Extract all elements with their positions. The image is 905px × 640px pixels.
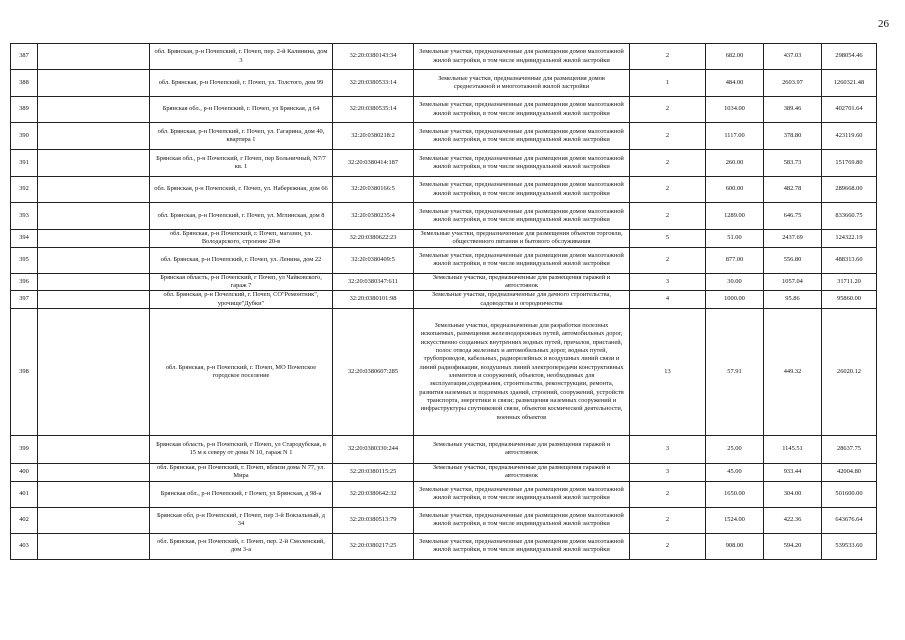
spacer-cell <box>38 44 150 70</box>
table-row <box>11 247 877 273</box>
land-use-purpose-cell: Земельные участки, предназначенные для размещения домов малоэтажной жилой застройки, в том числе индивидуальной жилой застройки <box>414 44 630 70</box>
specific-value-cell: 95.86 <box>764 291 822 309</box>
area-cell: 51.00 <box>706 230 764 248</box>
spacer-cell <box>38 70 150 97</box>
cadastral-value-cell: 31711.20 <box>822 273 877 291</box>
table-row <box>11 463 877 481</box>
group-number-cell: 2 <box>630 507 706 533</box>
table-row <box>11 123 877 150</box>
cadastral-value-cell: 42004.80 <box>822 463 877 481</box>
cadastral-number-cell: 32:20:0380513:79 <box>333 507 414 533</box>
area-cell: 1117.00 <box>706 123 764 150</box>
specific-value-cell: 389.46 <box>764 97 822 123</box>
group-number-cell: 3 <box>630 463 706 481</box>
area-cell: 1000.00 <box>706 291 764 309</box>
land-use-purpose-cell: Земельные участки, предназначенные для размещения гаражей и автостоянок <box>414 463 630 481</box>
land-use-purpose-cell: Земельные участки, предназначенные для размещения домов среднеэтажной и многоэтажной жилой застройки <box>414 70 630 97</box>
cadastral-value-cell: 298054.46 <box>822 44 877 70</box>
group-number-cell: 2 <box>630 177 706 203</box>
cadastral-value-cell: 423119.60 <box>822 123 877 150</box>
land-use-purpose-cell: Земельные участки, предназначенные для разработки полезных ископаемых, размещения железнодорожных путей, автомобильных дорог, искусственно созданных внутренних водных путей, причалов, пристаней, полос отвода железных и автомобильных дорог, водных путей, трубопроводов, кабельных, радиорелейных и воздушных линий связи и линий радиофикации, воздушных линий электропередачи конструктивных элементов и сооружений, объектов, необходимых для эксплуатации,содержания, строительства, реконструкции, ремонта, развития наземных и подземных зданий, строений, сооружений, устройств транспорта, энергетики и связи; размещения наземных сооружений и инфраструктуры спутниковой связи, объектов космической деятельности, военных объектов <box>414 308 630 435</box>
address-cell: обл. Брянская, р-н Почепский, г. Почеп, пер. 2-й Смоленский, дом 3-а <box>150 533 333 559</box>
cadastral-number-cell: 32:20:0380409:5 <box>333 247 414 273</box>
address-cell: обл. Брянская, р-н Почепский, г. Почеп, ул. Мглинская, дом 8 <box>150 203 333 230</box>
table-row <box>11 481 877 507</box>
row-number-cell: 387 <box>11 44 38 70</box>
group-number-cell: 2 <box>630 123 706 150</box>
row-number-cell: 400 <box>11 463 38 481</box>
area-cell: 908.00 <box>706 533 764 559</box>
row-number-cell: 389 <box>11 97 38 123</box>
land-registry-table <box>10 43 877 560</box>
cadastral-number-cell: 32:20:0380115:25 <box>333 463 414 481</box>
group-number-cell: 2 <box>630 44 706 70</box>
row-number-cell: 390 <box>11 123 38 150</box>
area-cell: 45.00 <box>706 463 764 481</box>
land-use-purpose-cell: Земельные участки, предназначенные для размещения домов малоэтажной жилой застройки, в том числе индивидуальной жилой застройки <box>414 507 630 533</box>
cadastral-number-cell: 32:20:0380143:34 <box>333 44 414 70</box>
specific-value-cell: 422.36 <box>764 507 822 533</box>
cadastral-value-cell: 501600.00 <box>822 481 877 507</box>
group-number-cell: 2 <box>630 481 706 507</box>
specific-value-cell: 378.80 <box>764 123 822 150</box>
spacer-cell <box>38 481 150 507</box>
row-number-cell: 401 <box>11 481 38 507</box>
page-number: 26 <box>878 18 889 30</box>
cadastral-value-cell: 539533.60 <box>822 533 877 559</box>
address-cell: обл. Брянская, р-н Почепский, г. Почеп, вблизи дома N 77, ул. Мира <box>150 463 333 481</box>
table-row <box>11 533 877 559</box>
address-cell: обл. Брянская, р-н Почепский, г. Почеп, ул. Набережная, дом 66 <box>150 177 333 203</box>
spacer-cell <box>38 533 150 559</box>
address-cell: Брянская область, р-н Почепский, г Почеп, ул Чайковского, гараж 7 <box>150 273 333 291</box>
land-use-purpose-cell: Земельные участки, предназначенные для размещения домов малоэтажной жилой застройки, в том числе индивидуальной жилой застройки <box>414 203 630 230</box>
cadastral-number-cell: 32:20:0380101:98 <box>333 291 414 309</box>
cadastral-value-cell: 1260321.48 <box>822 70 877 97</box>
spacer-cell <box>38 247 150 273</box>
cadastral-value-cell: 151769.80 <box>822 150 877 177</box>
address-cell: Брянская обл, р-н Почепский, г Почеп, пер 3-й Вокзальный, д 34 <box>150 507 333 533</box>
group-number-cell: 13 <box>630 308 706 435</box>
land-use-purpose-cell: Земельные участки, предназначенные для размещения домов малоэтажной жилой застройки, в том числе индивидуальной жилой застройки <box>414 177 630 203</box>
spacer-cell <box>38 150 150 177</box>
cadastral-value-cell: 402701.64 <box>822 97 877 123</box>
area-cell: 1034.00 <box>706 97 764 123</box>
land-use-purpose-cell: Земельные участки, предназначенные для размещения домов малоэтажной жилой застройки, в том числе индивидуальной жилой застройки <box>414 150 630 177</box>
address-cell: Брянская обл., р-н Почепский, г Почеп, пер Больничный, N7/7 кв. 1 <box>150 150 333 177</box>
table-row <box>11 435 877 463</box>
area-cell: 877.00 <box>706 247 764 273</box>
cadastral-number-cell: 32:20:0380642:32 <box>333 481 414 507</box>
spacer-cell <box>38 291 150 309</box>
table-row <box>11 203 877 230</box>
cadastral-number-cell: 32:20:0380622:23 <box>333 230 414 248</box>
address-cell: обл. Брянская, р-н Почепский, г. Почеп, ул. Ленина, дом 22 <box>150 247 333 273</box>
row-number-cell: 398 <box>11 308 38 435</box>
cadastral-number-cell: 32:20:0380535:14 <box>333 97 414 123</box>
specific-value-cell: 2603.97 <box>764 70 822 97</box>
address-cell: обл. Брянская, р-н Почепский, г. Почеп, МО Почепское городское поселение <box>150 308 333 435</box>
land-use-purpose-cell: Земельные участки, предназначенные для размещения объектов торговли, общественного питания и бытового обслуживания <box>414 230 630 248</box>
table-row <box>11 507 877 533</box>
specific-value-cell: 594.20 <box>764 533 822 559</box>
row-number-cell: 397 <box>11 291 38 309</box>
address-cell: Брянская обл., р-н Почепский, г. Почеп, ул Брянская, д 64 <box>150 97 333 123</box>
spacer-cell <box>38 308 150 435</box>
land-use-purpose-cell: Земельные участки, предназначенные для размещения домов малоэтажной жилой застройки, в том числе индивидуальной жилой застройки <box>414 481 630 507</box>
specific-value-cell: 449.32 <box>764 308 822 435</box>
cadastral-number-cell: 32:20:0380533:14 <box>333 70 414 97</box>
cadastral-value-cell: 289668.00 <box>822 177 877 203</box>
spacer-cell <box>38 123 150 150</box>
area-cell: 1650.00 <box>706 481 764 507</box>
spacer-cell <box>38 273 150 291</box>
group-number-cell: 2 <box>630 533 706 559</box>
row-number-cell: 392 <box>11 177 38 203</box>
table-row <box>11 44 877 70</box>
specific-value-cell: 583.73 <box>764 150 822 177</box>
cadastral-value-cell: 26020.12 <box>822 308 877 435</box>
group-number-cell: 2 <box>630 247 706 273</box>
spacer-cell <box>38 463 150 481</box>
land-use-purpose-cell: Земельные участки, предназначенные для размещения домов малоэтажной жилой застройки, в том числе индивидуальной жилой застройки <box>414 533 630 559</box>
land-use-purpose-cell: Земельные участки, предназначенные для размещения гаражей и автостоянок <box>414 273 630 291</box>
specific-value-cell: 304.00 <box>764 481 822 507</box>
cadastral-number-cell: 32:20:0380607:285 <box>333 308 414 435</box>
row-number-cell: 395 <box>11 247 38 273</box>
row-number-cell: 403 <box>11 533 38 559</box>
table-row <box>11 177 877 203</box>
area-cell: 57.91 <box>706 308 764 435</box>
spacer-cell <box>38 177 150 203</box>
address-cell: Брянская область, р-н Почепский, г Почеп, ул Стародубская, в 15 м к северу от дома N 10, гараж N 1 <box>150 435 333 463</box>
address-cell: обл. Брянская, р-н Почепский, г. Почеп, ул. Гагарина, дом 40, квартира 1 <box>150 123 333 150</box>
area-cell: 25.00 <box>706 435 764 463</box>
row-number-cell: 394 <box>11 230 38 248</box>
spacer-cell <box>38 230 150 248</box>
address-cell: обл. Брянская, р-н Почепский, г. Почеп, магазин, ул. Володарского, строение 20-в <box>150 230 333 248</box>
row-number-cell: 396 <box>11 273 38 291</box>
land-use-purpose-cell: Земельные участки, предназначенные для размещения домов малоэтажной жилой застройки, в том числе индивидуальной жилой застройки <box>414 97 630 123</box>
table-body <box>11 44 877 560</box>
row-number-cell: 402 <box>11 507 38 533</box>
spacer-cell <box>38 435 150 463</box>
table-row <box>11 291 877 309</box>
area-cell: 260.00 <box>706 150 764 177</box>
row-number-cell: 388 <box>11 70 38 97</box>
spacer-cell <box>38 203 150 230</box>
specific-value-cell: 646.75 <box>764 203 822 230</box>
area-cell: 484.00 <box>706 70 764 97</box>
table-row <box>11 273 877 291</box>
spacer-cell <box>38 507 150 533</box>
area-cell: 30.00 <box>706 273 764 291</box>
land-use-purpose-cell: Земельные участки, предназначенные для размещения гаражей и автостоянок <box>414 435 630 463</box>
cadastral-value-cell: 488313.60 <box>822 247 877 273</box>
address-cell: обл. Брянская, р-н Почепский, г. Почеп, СО"Ремонтник", урочище"Дубки" <box>150 291 333 309</box>
cadastral-value-cell: 833660.75 <box>822 203 877 230</box>
group-number-cell: 2 <box>630 150 706 177</box>
group-number-cell: 2 <box>630 203 706 230</box>
cadastral-value-cell: 643676.64 <box>822 507 877 533</box>
specific-value-cell: 482.78 <box>764 177 822 203</box>
table-row <box>11 308 877 435</box>
address-cell: обл. Брянская, р-н Почепский, г. Почеп, ул. Толстого, дом 99 <box>150 70 333 97</box>
table-row <box>11 230 877 248</box>
group-number-cell: 5 <box>630 230 706 248</box>
address-cell: Брянская обл., р-н Почепский, г Почеп, ул Брянская, д 98-а <box>150 481 333 507</box>
cadastral-number-cell: 32:20:0380218:2 <box>333 123 414 150</box>
cadastral-value-cell: 124322.19 <box>822 230 877 248</box>
area-cell: 600.00 <box>706 177 764 203</box>
table-row <box>11 97 877 123</box>
cadastral-number-cell: 32:20:0380347:611 <box>333 273 414 291</box>
group-number-cell: 3 <box>630 273 706 291</box>
group-number-cell: 3 <box>630 435 706 463</box>
land-use-purpose-cell: Земельные участки, предназначенные для размещения домов малоэтажной жилой застройки, в том числе индивидуальной жилой застройки <box>414 123 630 150</box>
specific-value-cell: 1057.04 <box>764 273 822 291</box>
row-number-cell: 391 <box>11 150 38 177</box>
specific-value-cell: 1145.51 <box>764 435 822 463</box>
area-cell: 682.00 <box>706 44 764 70</box>
row-number-cell: 393 <box>11 203 38 230</box>
cadastral-number-cell: 32:20:0380166:5 <box>333 177 414 203</box>
cadastral-number-cell: 32:20:0380217:25 <box>333 533 414 559</box>
table-row <box>11 150 877 177</box>
land-use-purpose-cell: Земельные участки, предназначенные для размещения домов малоэтажной жилой застройки, в том числе индивидуальной жилой застройки <box>414 247 630 273</box>
address-cell: обл. Брянская, р-н Почепский, г. Почеп, пер. 2-й Калинина, дом 3 <box>150 44 333 70</box>
specific-value-cell: 437.03 <box>764 44 822 70</box>
specific-value-cell: 2437.69 <box>764 230 822 248</box>
cadastral-value-cell: 28637.75 <box>822 435 877 463</box>
cadastral-number-cell: 32:20:0380235:4 <box>333 203 414 230</box>
group-number-cell: 2 <box>630 97 706 123</box>
specific-value-cell: 556.80 <box>764 247 822 273</box>
table-row <box>11 70 877 97</box>
group-number-cell: 1 <box>630 70 706 97</box>
group-number-cell: 4 <box>630 291 706 309</box>
row-number-cell: 399 <box>11 435 38 463</box>
area-cell: 1289.00 <box>706 203 764 230</box>
cadastral-number-cell: 32:20:0380330:244 <box>333 435 414 463</box>
cadastral-number-cell: 32:20:0380414:187 <box>333 150 414 177</box>
spacer-cell <box>38 97 150 123</box>
specific-value-cell: 933.44 <box>764 463 822 481</box>
area-cell: 1524.00 <box>706 507 764 533</box>
cadastral-value-cell: 95860.00 <box>822 291 877 309</box>
land-use-purpose-cell: Земельные участки, предназначенные для дачного строительства, садоводства и огородничества <box>414 291 630 309</box>
